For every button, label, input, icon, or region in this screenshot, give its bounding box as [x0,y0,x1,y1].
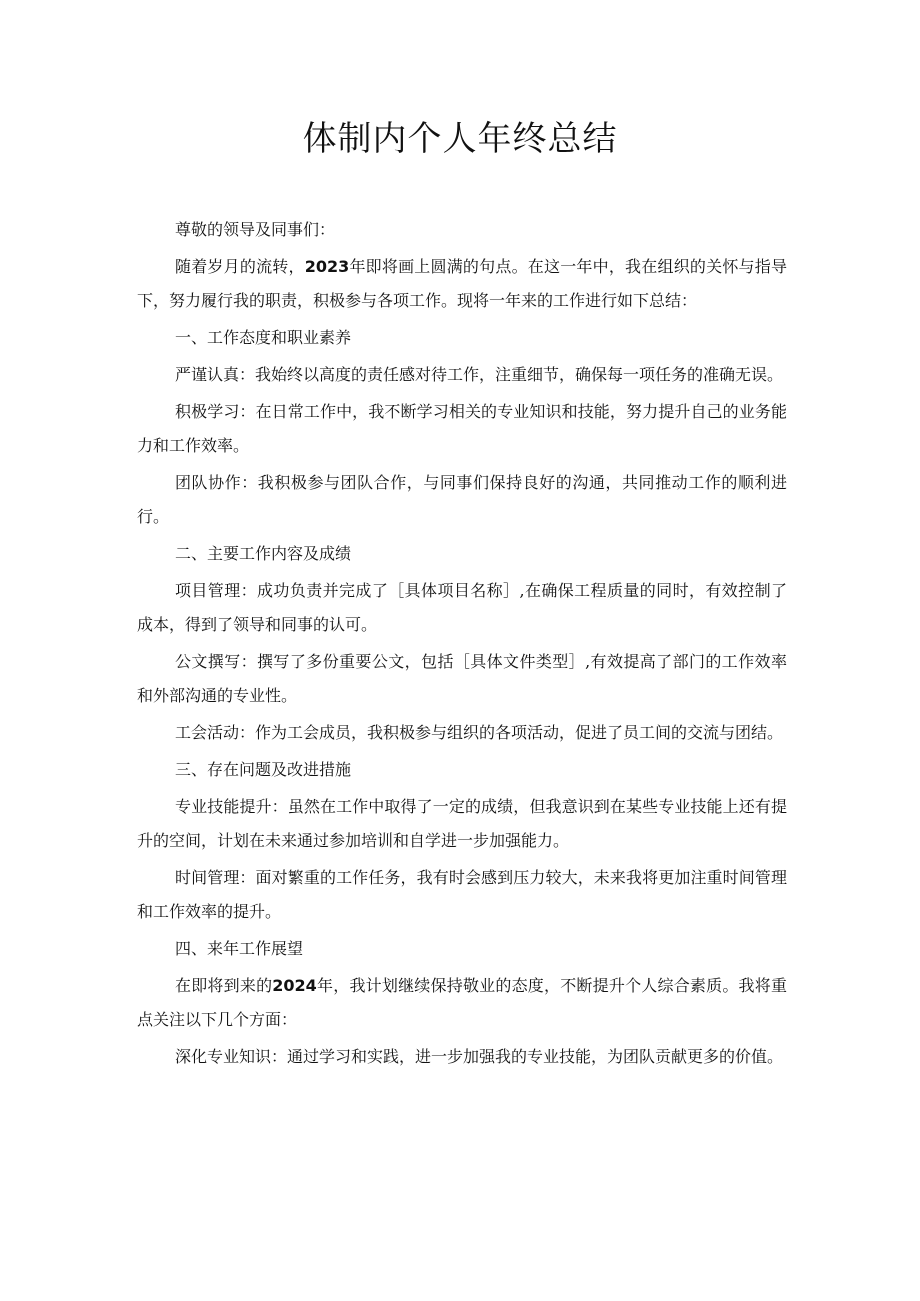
outlook-text-before-year: 在即将到来的 [175,976,273,995]
section-heading-3: 三、存在问题及改进措施 [175,760,352,779]
section-1-item-2: 积极学习：在日常工作中，我不断学习相关的专业知识和技能，努力提升自己的业务能力和工作效率。 [137,402,787,455]
greeting: 尊敬的领导及同事们： [175,220,336,239]
section-heading-2: 二、主要工作内容及成绩 [175,544,352,563]
section-2-item-3: 工会活动：作为工会成员，我积极参与组织的各项活动，促进了员工间的交流与团结。 [175,723,784,742]
section-4-item-1: 深化专业知识：通过学习和实践，进一步加强我的专业技能，为团队贡献更多的价值。 [175,1047,784,1066]
section-2-item-1: 项目管理：成功负责并完成了［具体项目名称］,在确保工程质量的同时，有效控制了成本，得到了领导和同事的认可。 [137,581,787,634]
document-title: 体制内个人年终总结 [302,119,618,159]
section-heading-4: 四、来年工作展望 [175,939,304,958]
section-3-item-2: 时间管理：面对繁重的工作任务，我有时会感到压力较大，未来我将更加注重时间管理和工作效率的提升。 [137,868,787,921]
outlook-text-after-year: 年，我计划继续保持敬业的态度，不断提升个人综合素质。我将重点关注以下几个方面： [137,976,787,1029]
document-body [137,213,787,1077]
section-1-item-3: 团队协作：我积极参与团队合作，与同事们保持良好的沟通，共同推动工作的顺利进行。 [137,473,787,526]
section-1-item-1: 严谨认真：我始终以高度的责任感对待工作，注重细节，确保每一项任务的准确无误。 [175,365,784,384]
section-2-item-2: 公文撰写：撰写了多份重要公文，包括［具体文件类型］,有效提高了部门的工作效率和外部沟通的专业性。 [137,652,787,705]
section-heading-1: 一、工作态度和职业素养 [175,328,352,347]
intro-text-before-year: 随着岁月的流转， [175,257,305,276]
section-3-item-1: 专业技能提升：虽然在工作中取得了一定的成绩，但我意识到在某些专业技能上还有提升的空间，计划在未来通过参加培训和自学进一步加强能力。 [137,797,787,850]
outlook-paragraph [137,969,787,1037]
outlook-year: 2024 [272,976,317,995]
intro-year: 2023 [304,257,350,276]
intro-paragraph [137,250,787,318]
intro-text-after-year: 年即将画上圆满的句点。在这一年中，我在组织的关怀与指导下，努力履行我的职责，积极参与各项工作。现将一年来的工作进行如下总结： [137,257,787,310]
